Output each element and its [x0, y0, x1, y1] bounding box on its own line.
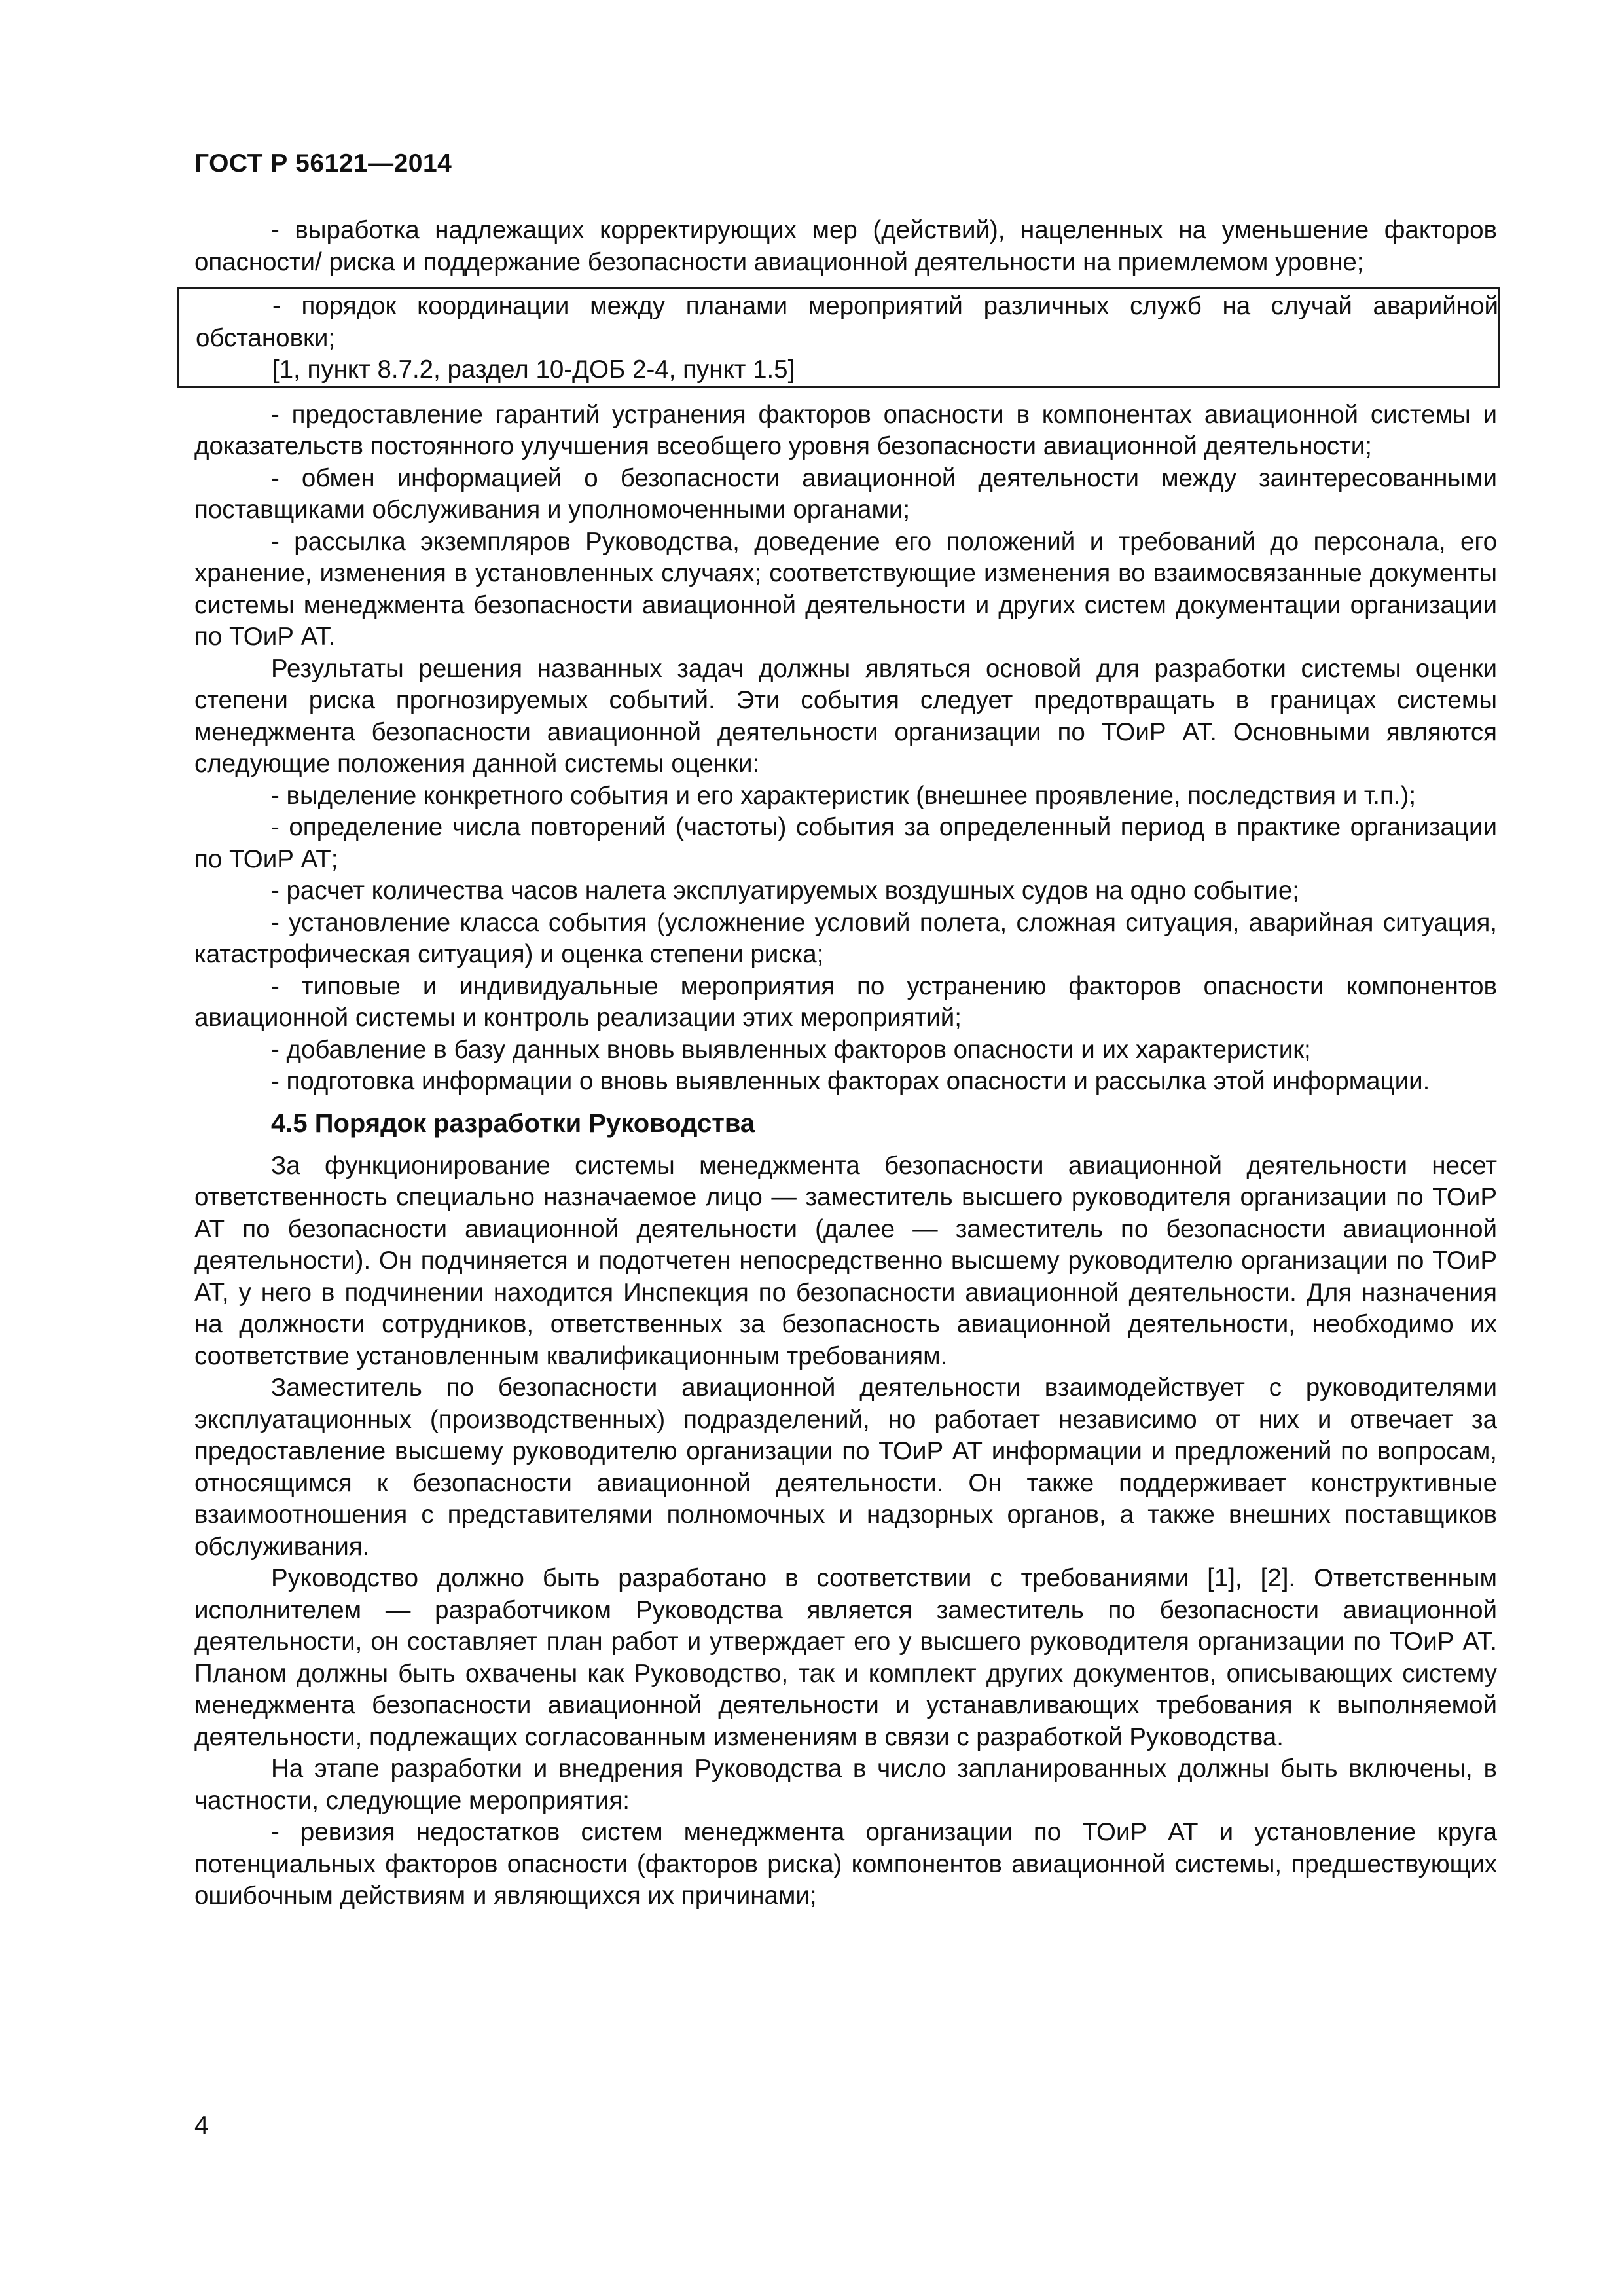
- paragraph: - определение числа повторений (частоты) события за определенный период в практике организации по ТОиР АТ;: [194, 813, 1497, 873]
- paragraph: Результаты решения названных задач должны являться основой для разработки системы оценки степени риска прогнозируемых событий. Эти события следует предотвращать в границах системы менеджмента безопасности авиационной деятельности организации по ТОиР АТ. Основными являются следующие положения данной системы оценки:: [194, 654, 1497, 778]
- paragraph: На этапе разработки и внедрения Руководства в число запланированных должны быть включены, в частности, следующие мероприятия:: [194, 1755, 1497, 1815]
- paragraph: - установление класса события (усложнение условий полета, сложная ситуация, аварийная ситуация, катастрофическая ситуация) и оценка степени риска;: [194, 908, 1497, 968]
- paragraph: - типовые и индивидуальные мероприятия по устранению факторов опасности компонентов авиационной системы и контроль реализации этих мероприятий;: [194, 972, 1497, 1032]
- paragraph: - ревизия недостатков систем менеджмента организации по ТОиР АТ и установление круга потенциальных факторов опасности (факторов риска) компонентов авиационной системы, предшествующих ошибочным действиям и являющихся их причинами;: [194, 1818, 1497, 1910]
- paragraph: - выделение конкретного события и его характеристик (внешнее проявление, последствия и т.п.);: [271, 781, 1416, 810]
- paragraph: Заместитель по безопасности авиационной деятельности взаимодействует с руководителями эксплуатационных (производственных) подразделений, но работает независимо от них и отвечает за предоставление высшему руководителю организации по ТОиР АТ информации и предложений по вопросам, относящимся к безопасности авиационной деятельности. Он также поддерживает конструктивные взаимоотношения с представителями полномочных и надзорных органов, а также внешних поставщиков обслуживания.: [194, 1374, 1497, 1561]
- paragraph: - подготовка информации о вновь выявленных факторах опасности и рассылка этой информации.: [271, 1067, 1430, 1095]
- reference-citation: [1, пункт 8.7.2, раздел 10-ДОБ 2-4, пункт 1.5]: [272, 355, 795, 384]
- section-body: [194, 1150, 1497, 1912]
- paragraph: - расчет количества часов налета эксплуатируемых воздушных судов на одно событие;: [271, 877, 1299, 905]
- paragraph: - обмен информацией о безопасности авиационной деятельности между заинтересованными поставщиками обслуживания и уполномоченными органами;: [194, 464, 1497, 524]
- page-content: [194, 215, 1497, 1912]
- framed-paragraph: - порядок координации между планами мероприятий различных служб на случай аварийной обстановки;: [196, 292, 1498, 352]
- paragraph: - добавление в базу данных вновь выявленных факторов опасности и их характеристик;: [271, 1035, 1311, 1064]
- paragraph: - выработка надлежащих корректирующих мер (действий), нацеленных на уменьшение факторов опасности/ риска и поддержание безопасности авиационной деятельности на приемлемом уровне;: [194, 216, 1497, 276]
- standard-header: ГОСТ Р 56121—2014: [194, 149, 452, 177]
- paragraph: - предоставление гарантий устранения факторов опасности в компонентах авиационной системы и доказательств постоянного улучшения всеобщего уровня безопасности авиационной деятельности;: [194, 400, 1497, 460]
- paragraph: За функционирование системы менеджмента безопасности авиационной деятельности несет ответственность специально назначаемое лицо — заместитель высшего руководителя организации по ТОиР АТ по безопасности авиационной деятельности (далее — заместитель по безопасности авиационной деятельности). Он подчиняется и подотчетен непосредственно высшему руководителю организации по ТОиР АТ, у него в подчинении находится Инспекция по безопасности авиационной деятельности. Для назначения на должности сотрудников, ответственных за безопасность авиационной деятельности, необходимо их соответствие установленным квалификационным требованиям.: [194, 1151, 1497, 1370]
- paragraph: - рассылка экземпляров Руководства, доведение его положений и требований до персонала, его хранение, изменения в установленных случаях; соответствующие изменения во взаимосвязанные документы системы менеджмента безопасности авиационной деятельности и других систем документации организации по ТОиР АТ.: [194, 527, 1497, 651]
- section-heading: 4.5 Порядок разработки Руководства: [271, 1108, 755, 1138]
- paragraph-group: [194, 399, 1497, 1098]
- page-number: 4: [194, 2111, 209, 2140]
- framed-block: [177, 287, 1500, 388]
- paragraph: Руководство должно быть разработано в соответствии с требованиями [1], [2]. Ответственным исполнителем — разработчиком Руководства является заместитель по безопасности авиационной деятельности, он составляет план работ и утверждает его у высшего руководителя организации по ТОиР АТ. Планом должны быть охвачены как Руководство, так и комплект других документов, описывающих систему менеджмента безопасности авиационной деятельности и устанавливающих требования к выполняемой деятельности, подлежащих согласованным изменениям в связи с разработкой Руководства.: [194, 1564, 1497, 1751]
